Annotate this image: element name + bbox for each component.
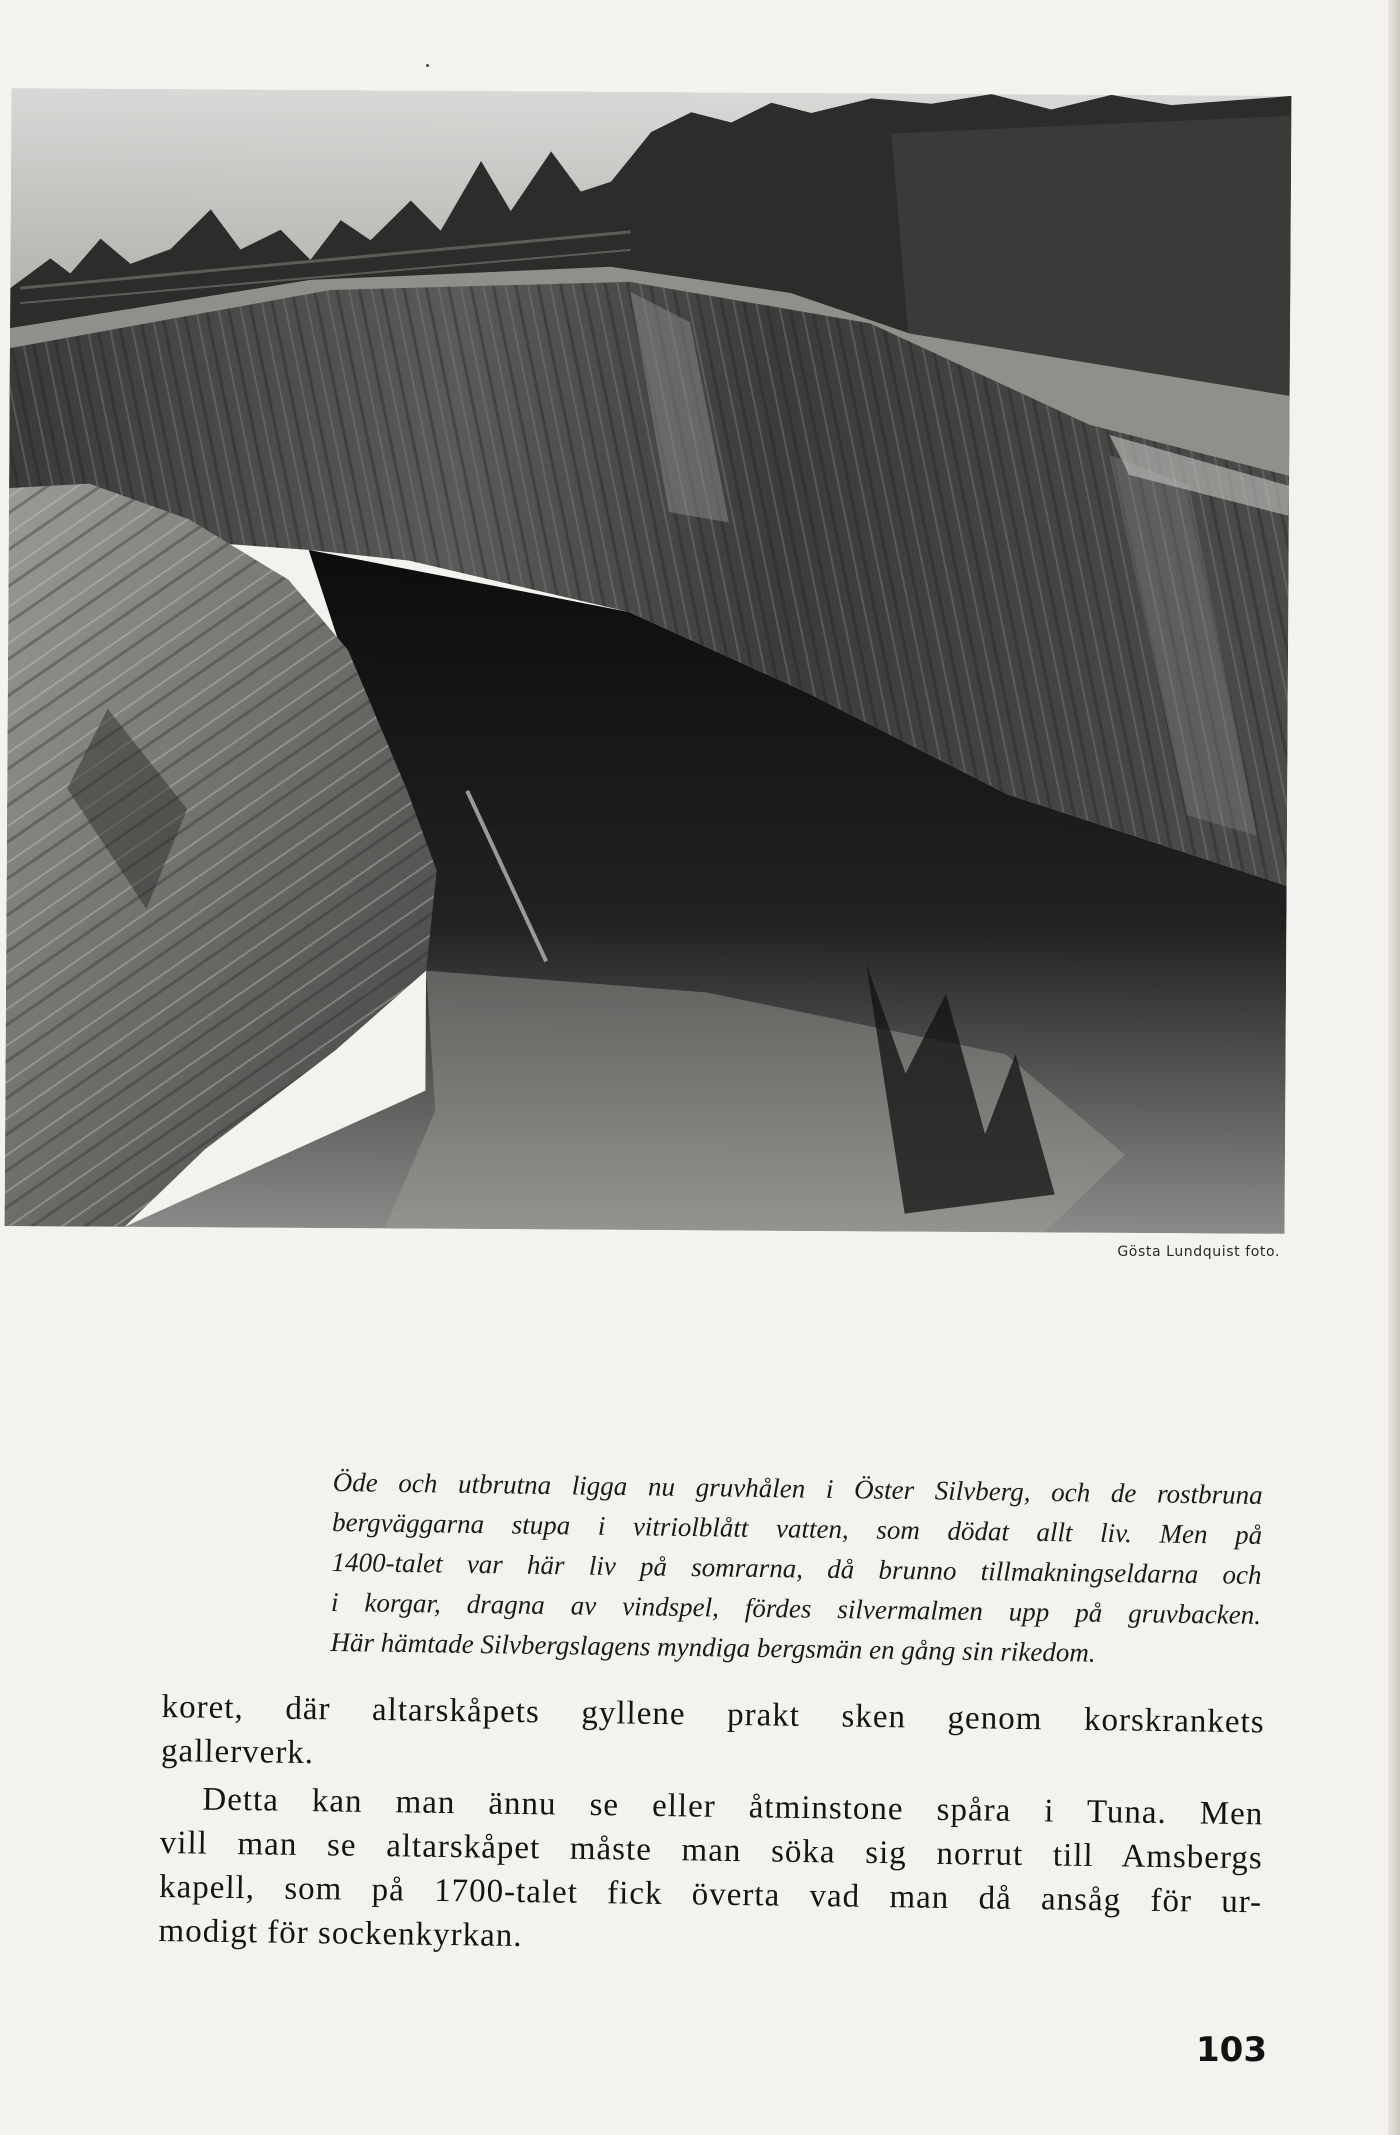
photo-credit: Gösta Lundquist foto.	[1117, 1244, 1280, 1260]
page-number: 103	[1196, 2030, 1267, 2070]
paragraph	[161, 1685, 1265, 1788]
caption-line: Här hämtade Silvbergslagens myndiga bergsmän en gång sin rikedom.	[330, 1626, 1096, 1668]
photo-caption	[330, 1462, 1263, 1675]
body-line: modigt för sockenkyrkan.	[158, 1912, 523, 1955]
body-line: vill man se altarskåpet måste man söka sig norrut till Amsbergs	[159, 1824, 1263, 1877]
body-line: kapell, som på 1700-talet fick överta vad man då ansåg för ur-	[158, 1868, 1263, 1921]
body-line: koret, där altarskåpets gyllene prakt sken genom korskrankets	[161, 1688, 1265, 1741]
caption-line: bergväggarna stupa i vitriolblått vatten, som dödat allt liv. Men på	[331, 1506, 1263, 1550]
body-text	[158, 1685, 1265, 1968]
caption-line: Öde och utbrutna ligga nu gruvhålen i Öster Silvberg, och de rostbruna	[332, 1466, 1263, 1510]
mine-pit-photograph	[5, 88, 1292, 1234]
body-line: gallerverk.	[160, 1732, 315, 1772]
body-line: Detta kan man ännu se eller åtminstone spåra i Tuna. Men	[202, 1781, 1264, 1833]
print-speck	[426, 64, 429, 67]
caption-line: 1400-talet var här liv på somrarna, då brunno tillmakningseldarna och	[331, 1546, 1262, 1590]
caption-line: i korgar, dragna av vindspel, fördes silvermalmen upp på gruvbacken.	[330, 1586, 1262, 1630]
paragraph	[158, 1777, 1263, 1968]
page-edge-shadow	[1388, 0, 1400, 2135]
